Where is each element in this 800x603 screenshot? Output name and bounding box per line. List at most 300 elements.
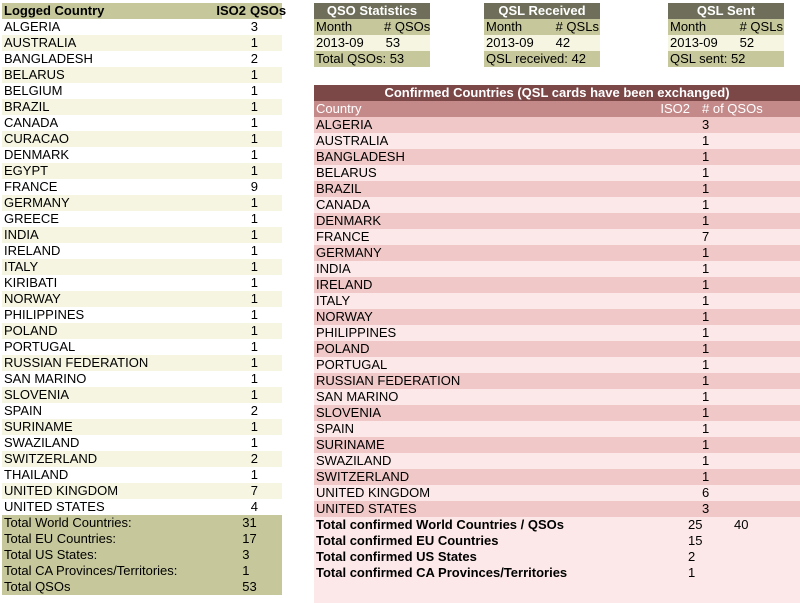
table-row bbox=[314, 229, 800, 245]
qsos-cell: 1 bbox=[702, 437, 710, 452]
country-cell: IRELAND bbox=[4, 243, 61, 258]
confirmed-header-row bbox=[314, 101, 800, 117]
table-row bbox=[2, 147, 282, 163]
country-cell: RUSSIAN FEDERATION bbox=[4, 355, 149, 370]
iso2-cell bbox=[200, 163, 247, 179]
qsos-cell: 1 bbox=[250, 419, 258, 434]
table-row bbox=[314, 213, 800, 229]
table-row bbox=[2, 19, 282, 35]
qsos-cell: 1 bbox=[702, 245, 710, 260]
iso2-cell bbox=[200, 451, 247, 467]
qsos-cell: 1 bbox=[250, 371, 258, 386]
table-row bbox=[2, 227, 282, 243]
iso2-cell bbox=[200, 179, 247, 195]
qsl-sent-panel bbox=[668, 3, 784, 67]
iso2-cell bbox=[200, 83, 247, 99]
confirmed-total-v2: 40 bbox=[734, 517, 749, 532]
qsls-col-count: # QSLs bbox=[739, 19, 783, 34]
qslr-month: 2013-09 bbox=[486, 35, 534, 50]
iso2-cell bbox=[200, 483, 247, 499]
confirmed-title: Confirmed Countries (QSL cards have been exchanged) bbox=[314, 85, 800, 101]
confirmed-total-v1: 15 bbox=[688, 533, 703, 548]
table-row bbox=[314, 181, 800, 197]
country-cell: INDIA bbox=[4, 227, 39, 242]
country-cell: SWITZERLAND bbox=[4, 451, 98, 466]
table-row bbox=[314, 245, 800, 261]
qsos-cell: 1 bbox=[250, 435, 258, 450]
qsos-cell: 1 bbox=[250, 195, 258, 210]
table-row bbox=[2, 275, 282, 291]
country-cell: GERMANY bbox=[316, 245, 382, 260]
iso2-cell bbox=[200, 291, 247, 307]
table-row bbox=[2, 99, 282, 115]
qsl-sent-header bbox=[668, 19, 784, 35]
country-cell: BELARUS bbox=[316, 165, 377, 180]
iso2-cell bbox=[646, 261, 694, 277]
table-row bbox=[2, 211, 282, 227]
table-row bbox=[2, 435, 282, 451]
qso-total: Total QSOs: 53 bbox=[316, 51, 405, 66]
iso2-cell bbox=[200, 115, 247, 131]
country-cell: FRANCE bbox=[316, 229, 370, 244]
confirmed-total-v1: 25 bbox=[688, 517, 703, 532]
country-cell: CANADA bbox=[4, 115, 59, 130]
iso2-cell bbox=[200, 259, 247, 275]
logged-totals bbox=[2, 515, 282, 595]
table-row bbox=[314, 277, 800, 293]
iso2-cell bbox=[200, 403, 247, 419]
qsos-cell: 1 bbox=[250, 131, 258, 146]
iso2-cell bbox=[200, 371, 247, 387]
iso2-cell bbox=[646, 309, 694, 325]
country-cell: PORTUGAL bbox=[4, 339, 76, 354]
iso2-cell bbox=[646, 229, 694, 245]
confirmed-total-v2 bbox=[734, 565, 794, 581]
table-row bbox=[314, 501, 800, 517]
country-cell: ITALY bbox=[316, 293, 351, 308]
confirmed-total-v1: 2 bbox=[688, 549, 696, 564]
table-row bbox=[314, 437, 800, 453]
country-cell: ALGERIA bbox=[316, 117, 373, 132]
table-row bbox=[314, 133, 800, 149]
qsos-cell: 1 bbox=[250, 339, 258, 354]
qsos-cell: 1 bbox=[702, 133, 710, 148]
table-row bbox=[2, 483, 282, 499]
qsos-cell: 3 bbox=[250, 19, 258, 34]
qsos-cell: 1 bbox=[702, 197, 710, 212]
iso2-cell bbox=[200, 35, 247, 51]
country-cell: FRANCE bbox=[4, 179, 58, 194]
qsos-cell: 1 bbox=[250, 83, 258, 98]
qsos-cell: 1 bbox=[702, 341, 710, 356]
table-row bbox=[314, 405, 800, 421]
country-cell: POLAND bbox=[316, 341, 370, 356]
iso2-cell bbox=[200, 419, 247, 435]
country-cell: SURINAME bbox=[4, 419, 73, 434]
total-label: Total World Countries: bbox=[4, 515, 132, 530]
iso2-cell bbox=[646, 357, 694, 373]
qsos-cell: 2 bbox=[250, 51, 258, 66]
qsos-cell: 4 bbox=[250, 499, 258, 514]
qso-month: 2013-09 bbox=[316, 35, 364, 50]
total-row bbox=[2, 531, 282, 547]
iso2-cell bbox=[200, 499, 247, 515]
country-cell: ALGERIA bbox=[4, 19, 61, 34]
total-value: 53 bbox=[242, 579, 257, 594]
logged-countries-table bbox=[2, 3, 287, 595]
table-row bbox=[314, 453, 800, 469]
country-cell: INDIA bbox=[316, 261, 351, 276]
iso2-cell bbox=[646, 197, 694, 213]
qsls-col-month: Month bbox=[670, 19, 707, 34]
country-cell: AUSTRALIA bbox=[316, 133, 389, 148]
country-cell: EGYPT bbox=[4, 163, 49, 178]
table-row bbox=[314, 197, 800, 213]
qsl-received-title: QSL Received bbox=[484, 3, 600, 19]
qsos-cell: 1 bbox=[702, 421, 710, 436]
confirmed-total-row bbox=[314, 517, 800, 533]
qsos-cell: 1 bbox=[250, 259, 258, 274]
iso2-cell bbox=[646, 245, 694, 261]
country-cell: PORTUGAL bbox=[316, 357, 388, 372]
iso2-cell bbox=[646, 501, 694, 517]
confirmed-total-v2 bbox=[734, 533, 794, 549]
table-row bbox=[2, 35, 282, 51]
total-label: Total US States: bbox=[4, 547, 98, 562]
qsos-cell: 1 bbox=[250, 163, 258, 178]
table-row bbox=[2, 323, 282, 339]
total-value: 1 bbox=[242, 563, 250, 578]
qsos-cell: 1 bbox=[250, 291, 258, 306]
qsos-cell: 1 bbox=[250, 387, 258, 402]
iso2-cell bbox=[200, 19, 247, 35]
table-row bbox=[314, 469, 800, 485]
qsos-cell: 1 bbox=[250, 211, 258, 226]
qsos-cell: 7 bbox=[702, 229, 710, 244]
confirmed-totals bbox=[314, 517, 800, 581]
iso2-cell bbox=[646, 373, 694, 389]
table-row bbox=[314, 293, 800, 309]
iso2-cell bbox=[646, 117, 694, 133]
qsos-cell: 3 bbox=[702, 501, 710, 516]
iso2-cell bbox=[200, 195, 247, 211]
logged-header-country: Logged Country bbox=[4, 3, 105, 18]
qsos-cell: 7 bbox=[250, 483, 258, 498]
qsos-cell: 1 bbox=[250, 355, 258, 370]
total-row bbox=[2, 563, 282, 579]
table-row bbox=[2, 403, 282, 419]
confirmed-countries-table bbox=[314, 85, 800, 603]
table-row bbox=[314, 261, 800, 277]
iso2-cell bbox=[646, 469, 694, 485]
total-row bbox=[2, 579, 282, 595]
iso2-cell bbox=[646, 389, 694, 405]
qsos-cell: 1 bbox=[702, 373, 710, 388]
qsos-cell: 1 bbox=[250, 243, 258, 258]
qsos-cell: 1 bbox=[250, 467, 258, 482]
table-row bbox=[314, 421, 800, 437]
country-cell: UNITED STATES bbox=[4, 499, 105, 514]
qsos-cell: 1 bbox=[702, 309, 710, 324]
country-cell: AUSTRALIA bbox=[4, 35, 77, 50]
table-row bbox=[2, 195, 282, 211]
iso2-cell bbox=[646, 485, 694, 501]
qsos-cell: 1 bbox=[250, 227, 258, 242]
country-cell: DENMARK bbox=[4, 147, 70, 162]
qsl-received-footer bbox=[484, 51, 600, 67]
table-row bbox=[314, 373, 800, 389]
country-cell: CURACAO bbox=[4, 131, 70, 146]
country-cell: DENMARK bbox=[316, 213, 382, 228]
country-cell: SWITZERLAND bbox=[316, 469, 410, 484]
table-row bbox=[2, 307, 282, 323]
table-row bbox=[2, 131, 282, 147]
country-cell: SWAZILAND bbox=[316, 453, 392, 468]
iso2-cell bbox=[200, 355, 247, 371]
qsos-cell: 2 bbox=[250, 403, 258, 418]
qso-statistics-panel bbox=[314, 3, 430, 67]
logged-rows bbox=[2, 19, 282, 515]
country-cell: UNITED KINGDOM bbox=[4, 483, 119, 498]
confirmed-total-label: Total confirmed EU Countries bbox=[316, 533, 499, 548]
table-row bbox=[2, 371, 282, 387]
table-row bbox=[314, 309, 800, 325]
qslr-total: QSL received: 42 bbox=[486, 51, 586, 66]
iso2-cell bbox=[646, 453, 694, 469]
country-cell: BANGLADESH bbox=[4, 51, 93, 66]
iso2-cell bbox=[646, 405, 694, 421]
country-cell: SLOVENIA bbox=[316, 405, 382, 420]
iso2-cell bbox=[646, 165, 694, 181]
qsos-cell: 1 bbox=[250, 147, 258, 162]
qsos-cell: 1 bbox=[702, 213, 710, 228]
iso2-cell bbox=[200, 323, 247, 339]
qsl-received-panel bbox=[484, 3, 600, 67]
table-row bbox=[2, 451, 282, 467]
qsos-cell: 1 bbox=[702, 325, 710, 340]
table-row bbox=[2, 67, 282, 83]
table-row bbox=[2, 355, 282, 371]
iso2-cell bbox=[646, 437, 694, 453]
confirmed-total-v2 bbox=[734, 549, 794, 565]
qsos-cell: 1 bbox=[250, 323, 258, 338]
iso2-cell bbox=[646, 181, 694, 197]
table-row bbox=[2, 163, 282, 179]
confirmed-header-qsos: # of QSOs bbox=[702, 101, 763, 116]
iso2-cell bbox=[200, 147, 247, 163]
iso2-cell bbox=[200, 307, 247, 323]
qsos-cell: 6 bbox=[702, 485, 710, 500]
total-value: 31 bbox=[242, 515, 257, 530]
qsls-month: 2013-09 bbox=[670, 35, 718, 50]
qsos-cell: 1 bbox=[702, 181, 710, 196]
qsl-sent-footer bbox=[668, 51, 784, 67]
qsos-cell: 1 bbox=[702, 469, 710, 484]
confirmed-total-label: Total confirmed US States bbox=[316, 549, 477, 564]
iso2-cell bbox=[200, 51, 247, 67]
confirmed-header-iso2: ISO2 bbox=[660, 101, 690, 116]
country-cell: SURINAME bbox=[316, 437, 385, 452]
table-row bbox=[2, 419, 282, 435]
qslr-col-count: # QSLs bbox=[555, 19, 599, 34]
qso-col-month: Month bbox=[316, 19, 353, 34]
confirmed-total-label: Total confirmed CA Provinces/Territories bbox=[316, 565, 568, 580]
qsos-cell: 1 bbox=[702, 405, 710, 420]
table-row bbox=[2, 339, 282, 355]
iso2-cell bbox=[200, 211, 247, 227]
qsos-cell: 1 bbox=[250, 99, 258, 114]
country-cell: SLOVENIA bbox=[4, 387, 70, 402]
table-row bbox=[314, 341, 800, 357]
iso2-cell bbox=[646, 293, 694, 309]
confirmed-total-row bbox=[314, 533, 800, 549]
confirmed-total-row bbox=[314, 565, 800, 581]
qsos-cell: 1 bbox=[250, 67, 258, 82]
iso2-cell bbox=[200, 339, 247, 355]
logged-header-row bbox=[2, 3, 287, 19]
country-cell: THAILAND bbox=[4, 467, 69, 482]
table-row bbox=[2, 179, 282, 195]
country-cell: PHILIPPINES bbox=[316, 325, 397, 340]
total-value: 3 bbox=[242, 547, 250, 562]
country-cell: SAN MARINO bbox=[316, 389, 399, 404]
country-cell: ITALY bbox=[4, 259, 39, 274]
table-row bbox=[314, 485, 800, 501]
country-cell: KIRIBATI bbox=[4, 275, 58, 290]
country-cell: NORWAY bbox=[4, 291, 61, 306]
country-cell: POLAND bbox=[4, 323, 58, 338]
qsos-cell: 1 bbox=[702, 293, 710, 308]
logged-header-iso2: ISO2 bbox=[216, 3, 246, 18]
iso2-cell bbox=[646, 213, 694, 229]
total-value: 17 bbox=[242, 531, 257, 546]
total-label: Total QSOs bbox=[4, 579, 71, 594]
qsl-sent-title: QSL Sent bbox=[668, 3, 784, 19]
table-row bbox=[2, 243, 282, 259]
iso2-cell bbox=[200, 67, 247, 83]
country-cell: CANADA bbox=[316, 197, 371, 212]
confirmed-rows bbox=[314, 117, 800, 517]
confirmed-total-v1: 1 bbox=[688, 565, 696, 580]
country-cell: BRAZIL bbox=[316, 181, 362, 196]
iso2-cell bbox=[646, 325, 694, 341]
qsos-cell: 1 bbox=[702, 261, 710, 276]
qsls-total: QSL sent: 52 bbox=[670, 51, 746, 66]
table-row bbox=[314, 357, 800, 373]
table-row bbox=[314, 325, 800, 341]
confirmed-total-label: Total confirmed World Countries / QSOs bbox=[316, 517, 564, 532]
country-cell: UNITED KINGDOM bbox=[316, 485, 431, 500]
table-row bbox=[314, 165, 800, 181]
table-row bbox=[314, 389, 800, 405]
confirmed-header-country: Country bbox=[316, 101, 362, 116]
confirmed-total-row bbox=[314, 549, 800, 565]
table-row bbox=[2, 291, 282, 307]
qsos-cell: 1 bbox=[702, 165, 710, 180]
iso2-cell bbox=[646, 421, 694, 437]
iso2-cell bbox=[200, 435, 247, 451]
qslr-col-month: Month bbox=[486, 19, 523, 34]
total-label: Total EU Countries: bbox=[4, 531, 116, 546]
iso2-cell bbox=[646, 341, 694, 357]
qsos-cell: 1 bbox=[250, 35, 258, 50]
country-cell: RUSSIAN FEDERATION bbox=[316, 373, 461, 388]
qsos-cell: 1 bbox=[702, 453, 710, 468]
table-row bbox=[314, 149, 800, 165]
qsos-cell: 1 bbox=[250, 115, 258, 130]
qso-statistics-row bbox=[314, 35, 430, 51]
qsls-count: 52 bbox=[739, 35, 755, 50]
confirmed-filler bbox=[314, 581, 800, 603]
iso2-cell bbox=[646, 149, 694, 165]
qsos-cell: 1 bbox=[702, 389, 710, 404]
iso2-cell bbox=[646, 277, 694, 293]
country-cell: SWAZILAND bbox=[4, 435, 80, 450]
table-row bbox=[2, 499, 282, 515]
qsos-cell: 9 bbox=[250, 179, 258, 194]
country-cell: UNITED STATES bbox=[316, 501, 417, 516]
qso-count: 53 bbox=[385, 35, 401, 50]
table-row bbox=[2, 259, 282, 275]
logged-header-qsos: QSOs bbox=[250, 3, 287, 18]
total-row bbox=[2, 547, 282, 563]
qsos-cell: 1 bbox=[702, 277, 710, 292]
country-cell: GERMANY bbox=[4, 195, 70, 210]
qso-statistics-title: QSO Statistics bbox=[314, 3, 430, 19]
iso2-cell bbox=[200, 467, 247, 483]
qso-statistics-footer bbox=[314, 51, 430, 67]
country-cell: SPAIN bbox=[316, 421, 355, 436]
iso2-cell bbox=[200, 243, 247, 259]
country-cell: BANGLADESH bbox=[316, 149, 405, 164]
table-row bbox=[2, 51, 282, 67]
total-label: Total CA Provinces/Territories: bbox=[4, 563, 178, 578]
qso-col-count: # QSOs bbox=[384, 19, 431, 34]
table-row bbox=[2, 115, 282, 131]
qsl-received-header bbox=[484, 19, 600, 35]
country-cell: GREECE bbox=[4, 211, 59, 226]
table-row bbox=[2, 467, 282, 483]
qsos-cell: 3 bbox=[702, 117, 710, 132]
country-cell: PHILIPPINES bbox=[4, 307, 85, 322]
country-cell: BELARUS bbox=[4, 67, 65, 82]
table-row bbox=[2, 83, 282, 99]
iso2-cell bbox=[200, 387, 247, 403]
iso2-cell bbox=[200, 131, 247, 147]
country-cell: SAN MARINO bbox=[4, 371, 87, 386]
iso2-cell bbox=[200, 99, 247, 115]
qso-statistics-header bbox=[314, 19, 430, 35]
table-row bbox=[314, 117, 800, 133]
country-cell: IRELAND bbox=[316, 277, 373, 292]
qsos-cell: 1 bbox=[250, 275, 258, 290]
qsl-sent-row bbox=[668, 35, 784, 51]
qsos-cell: 1 bbox=[702, 357, 710, 372]
country-cell: NORWAY bbox=[316, 309, 373, 324]
total-row bbox=[2, 515, 282, 531]
country-cell: BRAZIL bbox=[4, 99, 50, 114]
country-cell: BELGIUM bbox=[4, 83, 63, 98]
qsos-cell: 1 bbox=[702, 149, 710, 164]
iso2-cell bbox=[646, 133, 694, 149]
qslr-count: 42 bbox=[555, 35, 571, 50]
iso2-cell bbox=[200, 227, 247, 243]
qsos-cell: 1 bbox=[250, 307, 258, 322]
qsl-received-row bbox=[484, 35, 600, 51]
country-cell: SPAIN bbox=[4, 403, 43, 418]
iso2-cell bbox=[200, 275, 247, 291]
qsos-cell: 2 bbox=[250, 451, 258, 466]
